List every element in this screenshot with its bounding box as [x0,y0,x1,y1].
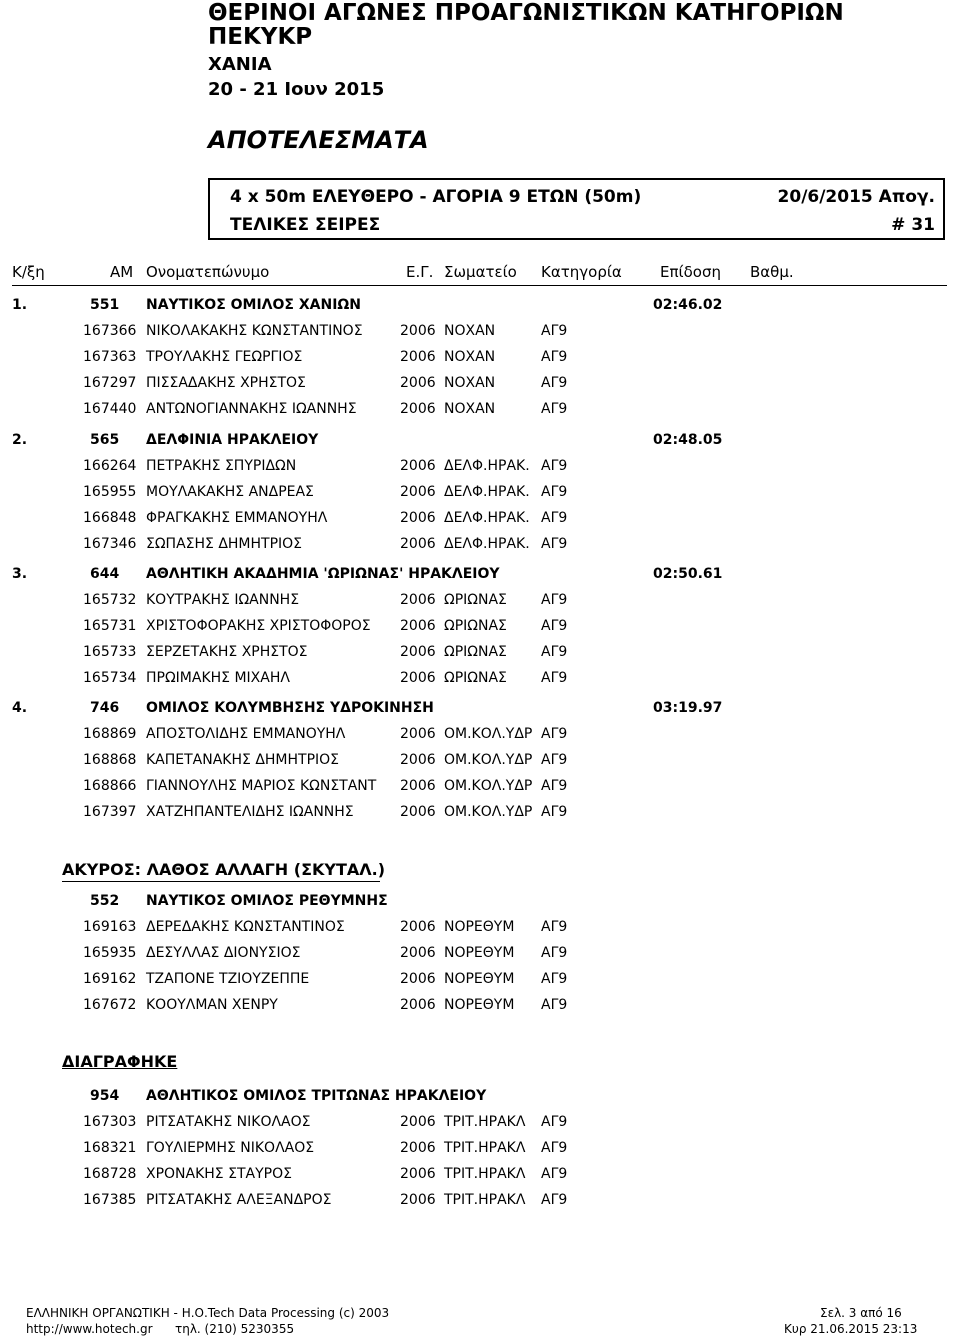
swimmer-year: 2006 [400,971,436,987]
swimmer-club: ΟΜ.ΚΟΛ.ΥΔΡ [444,752,533,768]
meet-title: ΘΕΡΙΝΟΙ ΑΓΩΝΕΣ ΠΡΟΑΓΩΝΙΣΤΙΚΩΝ ΚΑΤΗΓΟΡΙΩΝ [208,0,844,26]
swimmer-name: ΝΙΚΟΛΑΚΑΚΗΣ ΚΩΝΣΤΑΝΤΙΝΟΣ [146,323,363,339]
team-id: 746 [90,700,120,716]
team-time: 02:48.05 [653,432,723,448]
team-id: 551 [90,297,120,313]
swimmer-am: 165935 [83,945,137,961]
swimmer-category: ΑΓ9 [541,804,568,820]
swimmer-year: 2006 [400,778,436,794]
swimmer-club: ΝΟΧΑΝ [444,401,496,417]
swimmer-am: 168869 [83,726,137,742]
swimmer-name: ΠΡΩΙΜΑΚΗΣ ΜΙΧΑΗΛ [146,670,290,686]
swimmer-club: ΔΕΛΦ.ΗΡΑΚ. [444,484,530,500]
team-rank: 3. [12,566,28,582]
swimmer-category: ΑΓ9 [541,484,568,500]
swimmer-name: ΜΟΥΛΑΚΑΚΗΣ ΑΝΔΡΕΑΣ [146,484,314,500]
swimmer-name: ΦΡΑΓΚΑΚΗΣ ΕΜΜΑΝΟΥΗΛ [146,510,328,526]
swimmer-club: ΩΡΙΩΝΑΣ [444,644,507,660]
col-year: Ε.Γ. [406,263,434,281]
swimmer-am: 167366 [83,323,137,339]
footer-phone: τηλ. (210) 5230355 [175,1322,295,1336]
dq-section-rule [62,881,380,882]
swimmer-club: ΟΜ.ΚΟΛ.ΥΔΡ [444,778,533,794]
swimmer-club: ΝΟΡΕΘΥΜ [444,997,515,1013]
col-name: Ονοματεπώνυμο [146,263,270,281]
swimmer-year: 2006 [400,919,436,935]
team-rank: 4. [12,700,28,716]
swimmer-category: ΑΓ9 [541,536,568,552]
swimmer-category: ΑΓ9 [541,401,568,417]
swimmer-am: 166264 [83,458,137,474]
swimmer-am: 167385 [83,1192,137,1208]
col-rank: Κ/ξη [12,263,45,281]
event-date: 20/6/2015 Απογ. [777,187,935,207]
footer-org: ΕΛΛΗΝΙΚΗ ΟΡΓΑΝΩΤΙΚΗ - Η.Ο.Tech Data Processing (c) 2003 [26,1306,390,1320]
swimmer-category: ΑΓ9 [541,726,568,742]
swimmer-club: ΤΡΙΤ.ΗΡΑΚΛ [444,1140,526,1156]
swimmer-club: ΤΡΙΤ.ΗΡΑΚΛ [444,1166,526,1182]
team-name: ΟΜΙΛΟΣ ΚΟΛΥΜΒΗΣΗΣ ΥΔΡΟΚΙΝΗΣΗ [146,700,434,716]
team-name: ΝΑΥΤΙΚΟΣ ΟΜΙΛΟΣ ΡΕΘΥΜΝΗΣ [146,893,388,909]
col-club: Σωματείο [444,263,517,281]
swimmer-category: ΑΓ9 [541,1166,568,1182]
swimmer-year: 2006 [400,349,436,365]
swimmer-am: 167363 [83,349,137,365]
footer-page: Σελ. 3 από 16 [820,1306,902,1320]
event-box [208,178,945,240]
team-rank: 1. [12,297,28,313]
swimmer-name: ΤΡΟΥΛΑΚΗΣ ΓΕΩΡΓΙΟΣ [146,349,303,365]
swimmer-category: ΑΓ9 [541,1140,568,1156]
swimmer-am: 165955 [83,484,137,500]
swimmer-name: ΡΙΤΣΑΤΑΚΗΣ ΑΛΕΞΑΝΔΡΟΣ [146,1192,332,1208]
swimmer-am: 167440 [83,401,137,417]
swimmer-club: ΔΕΛΦ.ΗΡΑΚ. [444,536,530,552]
swimmer-am: 166848 [83,510,137,526]
swimmer-club: ΩΡΙΩΝΑΣ [444,592,507,608]
swimmer-am: 169163 [83,919,137,935]
swimmer-club: ΩΡΙΩΝΑΣ [444,618,507,634]
swimmer-category: ΑΓ9 [541,778,568,794]
swimmer-name: ΚΑΠΕΤΑΝΑΚΗΣ ΔΗΜΗΤΡΙΟΣ [146,752,340,768]
swimmer-year: 2006 [400,401,436,417]
swimmer-category: ΑΓ9 [541,1114,568,1130]
swimmer-year: 2006 [400,536,436,552]
organizer: ΠΕΚΥΚΡ [208,24,313,50]
swimmer-year: 2006 [400,484,436,500]
swimmer-category: ΑΓ9 [541,1192,568,1208]
team-rank: 2. [12,432,28,448]
swimmer-year: 2006 [400,375,436,391]
swimmer-am: 168728 [83,1166,137,1182]
swimmer-club: ΤΡΙΤ.ΗΡΑΚΛ [444,1114,526,1130]
swimmer-name: ΓΙΑΝΝΟΥΛΗΣ ΜΑΡΙΟΣ ΚΩΝΣΤΑΝΤ [146,778,377,794]
swimmer-club: ΝΟΧΑΝ [444,349,496,365]
swimmer-name: ΚΟΟΥΛΜΑΝ ΧΕΝΡΥ [146,997,278,1013]
deleted-section-title: ΔΙΑΓΡΑΦΗΚΕ [62,1052,178,1071]
team-name: ΑΘΛΗΤΙΚΟΣ ΟΜΙΛΟΣ ΤΡΙΤΩΝΑΣ ΗΡΑΚΛΕΙΟΥ [146,1088,487,1104]
swimmer-name: ΧΑΤΖΗΠΑΝΤΕΛΙΔΗΣ ΙΩΑΝΝΗΣ [146,804,354,820]
swimmer-category: ΑΓ9 [541,644,568,660]
col-time: Επίδοση [660,263,721,281]
swimmer-name: ΔΕΡΕΔΑΚΗΣ ΚΩΝΣΤΑΝΤΙΝΟΣ [146,919,345,935]
swimmer-club: ΟΜ.ΚΟΛ.ΥΔΡ [444,726,533,742]
swimmer-name: ΔΕΣΥΛΛΑΣ ΔΙΟΝΥΣΙΟΣ [146,945,301,961]
swimmer-am: 165731 [83,618,137,634]
swimmer-am: 167303 [83,1114,137,1130]
swimmer-club: ΩΡΙΩΝΑΣ [444,670,507,686]
swimmer-name: ΧΡΙΣΤΟΦΟΡΑΚΗΣ ΧΡΙΣΤΟΦΟΡΟΣ [146,618,371,634]
swimmer-name: ΣΩΠΑΣΗΣ ΔΗΜΗΤΡΙΟΣ [146,536,303,552]
swimmer-category: ΑΓ9 [541,997,568,1013]
swimmer-name: ΣΕΡΖΕΤΑΚΗΣ ΧΡΗΣΤΟΣ [146,644,308,660]
swimmer-year: 2006 [400,1192,436,1208]
swimmer-club: ΝΟΡΕΘΥΜ [444,971,515,987]
swimmer-name: ΡΙΤΣΑΤΑΚΗΣ ΝΙΚΟΛΑΟΣ [146,1114,311,1130]
swimmer-year: 2006 [400,1140,436,1156]
swimmer-am: 168866 [83,778,137,794]
team-name: ΔΕΛΦΙΝΙΑ ΗΡΑΚΛΕΙΟΥ [146,432,319,448]
swimmer-club: ΤΡΙΤ.ΗΡΑΚΛ [444,1192,526,1208]
swimmer-name: ΑΝΤΩΝΟΓΙΑΝΝΑΚΗΣ ΙΩΑΝΝΗΣ [146,401,357,417]
swimmer-name: ΤΖΑΠΟΝΕ ΤΖΙΟΥΖΕΠΠΕ [146,971,310,987]
swimmer-name: ΚΟΥΤΡΑΚΗΣ ΙΩΑΝΝΗΣ [146,592,300,608]
swimmer-category: ΑΓ9 [541,458,568,474]
swimmer-year: 2006 [400,804,436,820]
swimmer-year: 2006 [400,726,436,742]
swimmer-am: 167346 [83,536,137,552]
swimmer-category: ΑΓ9 [541,375,568,391]
swimmer-club: ΝΟΡΕΘΥΜ [444,945,515,961]
team-id: 954 [90,1088,120,1104]
swimmer-am: 165734 [83,670,137,686]
event-subtitle: ΤΕΛΙΚΕΣ ΣΕΙΡΕΣ [230,215,381,235]
swimmer-category: ΑΓ9 [541,323,568,339]
swimmer-category: ΑΓ9 [541,592,568,608]
swimmer-club: ΔΕΛΦ.ΗΡΑΚ. [444,458,530,474]
team-id: 644 [90,566,120,582]
swimmer-category: ΑΓ9 [541,752,568,768]
swimmer-category: ΑΓ9 [541,945,568,961]
swimmer-am: 167297 [83,375,137,391]
swimmer-category: ΑΓ9 [541,919,568,935]
meet-location: ΧΑΝΙΑ [208,54,272,75]
swimmer-name: ΠΙΣΣΑΔΑΚΗΣ ΧΡΗΣΤΟΣ [146,375,306,391]
swimmer-am: 167397 [83,804,137,820]
dq-section-title: ΑΚΥΡΟΣ: ΛΑΘΟΣ ΑΛΛΑΓΗ (ΣΚΥΤΑΛ.) [62,860,386,879]
swimmer-club: ΝΟΧΑΝ [444,375,496,391]
swimmer-name: ΠΕΤΡΑΚΗΣ ΣΠΥΡΙΔΩΝ [146,458,297,474]
swimmer-category: ΑΓ9 [541,349,568,365]
swimmer-club: ΝΟΧΑΝ [444,323,496,339]
event-number: # 31 [891,215,935,235]
col-am: AM [110,263,134,281]
results-heading: ΑΠΟΤΕΛΕΣΜΑΤΑ [208,126,429,154]
meet-dates: 20 - 21 Ιουν 2015 [208,79,385,100]
team-id: 552 [90,893,120,909]
team-time: 02:50.61 [653,566,723,582]
swimmer-am: 165733 [83,644,137,660]
swimmer-am: 168868 [83,752,137,768]
swimmer-year: 2006 [400,1114,436,1130]
swimmer-club: ΝΟΡΕΘΥΜ [444,919,515,935]
swimmer-category: ΑΓ9 [541,510,568,526]
col-category: Κατηγορία [541,263,622,281]
team-time: 02:46.02 [653,297,723,313]
footer-site: http://www.hotech.gr [26,1322,153,1336]
team-time: 03:19.97 [653,700,723,716]
swimmer-year: 2006 [400,592,436,608]
col-points: Βαθμ. [750,263,794,281]
team-name: ΝΑΥΤΙΚΟΣ ΟΜΙΛΟΣ ΧΑΝΙΩΝ [146,297,362,313]
footer-printed: Κυρ 21.06.2015 23:13 [784,1322,918,1336]
team-id: 565 [90,432,120,448]
swimmer-am: 168321 [83,1140,137,1156]
swimmer-year: 2006 [400,510,436,526]
swimmer-club: ΔΕΛΦ.ΗΡΑΚ. [444,510,530,526]
swimmer-club: ΟΜ.ΚΟΛ.ΥΔΡ [444,804,533,820]
swimmer-year: 2006 [400,945,436,961]
swimmer-year: 2006 [400,618,436,634]
header-rule [12,285,947,286]
swimmer-year: 2006 [400,752,436,768]
swimmer-year: 2006 [400,644,436,660]
swimmer-name: ΑΠΟΣΤΟΛΙΔΗΣ ΕΜΜΑΝΟΥΗΛ [146,726,346,742]
swimmer-name: ΧΡΟΝΑΚΗΣ ΣΤΑΥΡΟΣ [146,1166,292,1182]
swimmer-category: ΑΓ9 [541,670,568,686]
swimmer-am: 167672 [83,997,137,1013]
swimmer-year: 2006 [400,323,436,339]
swimmer-category: ΑΓ9 [541,618,568,634]
swimmer-am: 169162 [83,971,137,987]
swimmer-year: 2006 [400,670,436,686]
swimmer-year: 2006 [400,1166,436,1182]
swimmer-am: 165732 [83,592,137,608]
team-name: ΑΘΛΗΤΙΚΗ ΑΚΑΔΗΜΙΑ 'ΩΡΙΩΝΑΣ' ΗΡΑΚΛΕΙΟΥ [146,566,500,582]
swimmer-category: ΑΓ9 [541,971,568,987]
swimmer-name: ΓΟΥΛΙΕΡΜΗΣ ΝΙΚΟΛΑΟΣ [146,1140,315,1156]
event-title: 4 x 50m ΕΛΕΥΘΕΡΟ - ΑΓΟΡΙΑ 9 ΕΤΩΝ (50m) [230,187,642,207]
swimmer-year: 2006 [400,997,436,1013]
swimmer-year: 2006 [400,458,436,474]
